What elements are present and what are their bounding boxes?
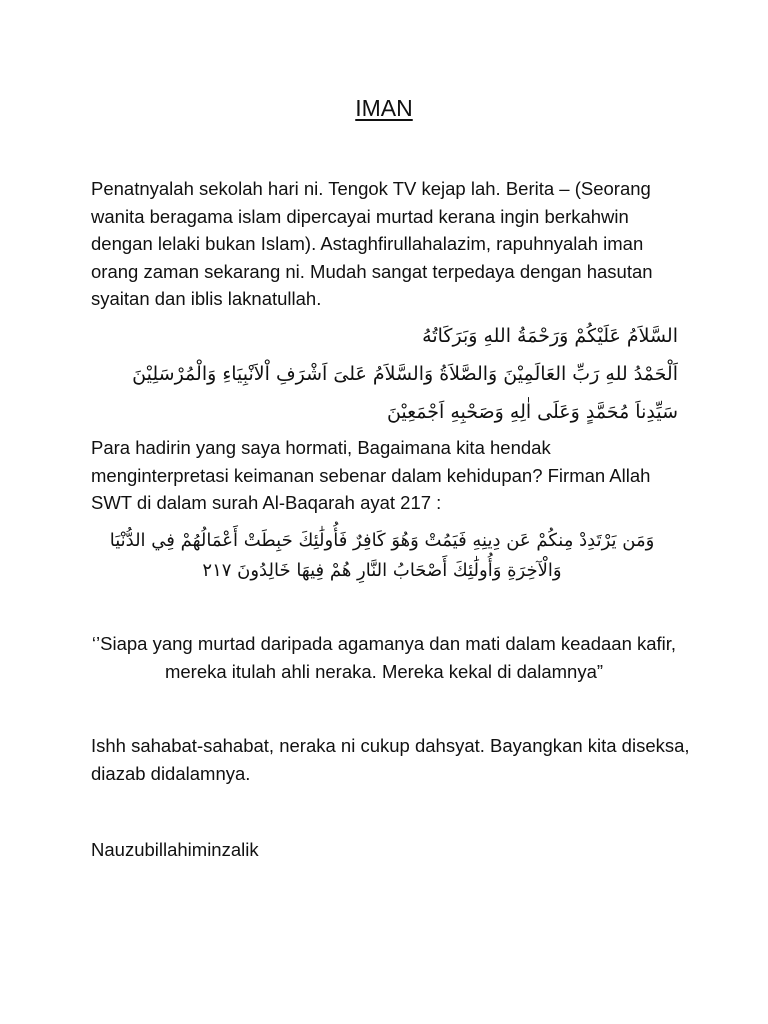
selawat-line: سَيِّدِناَ مُحَمَّدٍ وَعَلَى اٰلِهِ وَصَحْبِهِ اَجْمَعِيْنَ [386, 401, 678, 423]
salam-line: السَّلاَمُ عَلَيْكُمْ وَرَحْمَةُ اللهِ وَبَرَكَاتُهُ [422, 325, 678, 347]
reflection-paragraph: Ishh sahabat-sahabat, neraka ni cukup dahsyat. Bayangkan kita diseksa, diazab didalamnya. [91, 735, 690, 784]
hamdalah-line: اَلْحَمْدُ للهِ رَبِّ العَالَمِيْنَ وَالصَّلاَةُ وَالسَّلاَمُ عَلىَ اَشْرَفِ اْلاَنْبِيَاءِ وَالْمُرْسَلِيْنَ [132, 363, 678, 385]
address-paragraph: Para hadirin yang saya hormati, Bagaimana kita hendak menginterpretasi keimanan sebenar dalam kehidupan? Firman Allah SWT di dalam surah Al-Baqarah ayat 217 : [91, 437, 651, 514]
document-title: IMAN [355, 95, 413, 121]
closing-line: Nauzubillahiminzalik [91, 839, 259, 860]
quran-verse: وَمَن يَرْتَدِدْ مِنكُمْ عَن دِينِهِ فَيَمُتْ وَهُوَ كَافِرٌ فَأُولَٰئِكَ حَبِطَتْ أَعْمَالُهُمْ فِي الدُّنْيَا وَالْآخِرَةِ وَأُولَٰئِكَ أَصْحَابُ النَّارِ هُمْ فِيهَا خَالِدُونَ ٢١٧ [109, 530, 655, 581]
verse-translation: ‘’Siapa yang murtad daripada agamanya dan mati dalam keadaan kafir, mereka itulah ahli neraka. Mereka kekal di dalamnya” [91, 633, 677, 682]
intro-paragraph: Penatnyalah sekolah hari ni. Tengok TV kejap lah. Berita – (Seorang wanita beragama islam dipercayai murtad kerana ingin berkahwin dengan lelaki bukan Islam). Astaghfirullahalazim, rapuhnyalah iman orang zaman sekarang ni. Mudah sangat terpedaya dengan hasutan syaitan dan iblis laknatullah. [91, 178, 653, 310]
